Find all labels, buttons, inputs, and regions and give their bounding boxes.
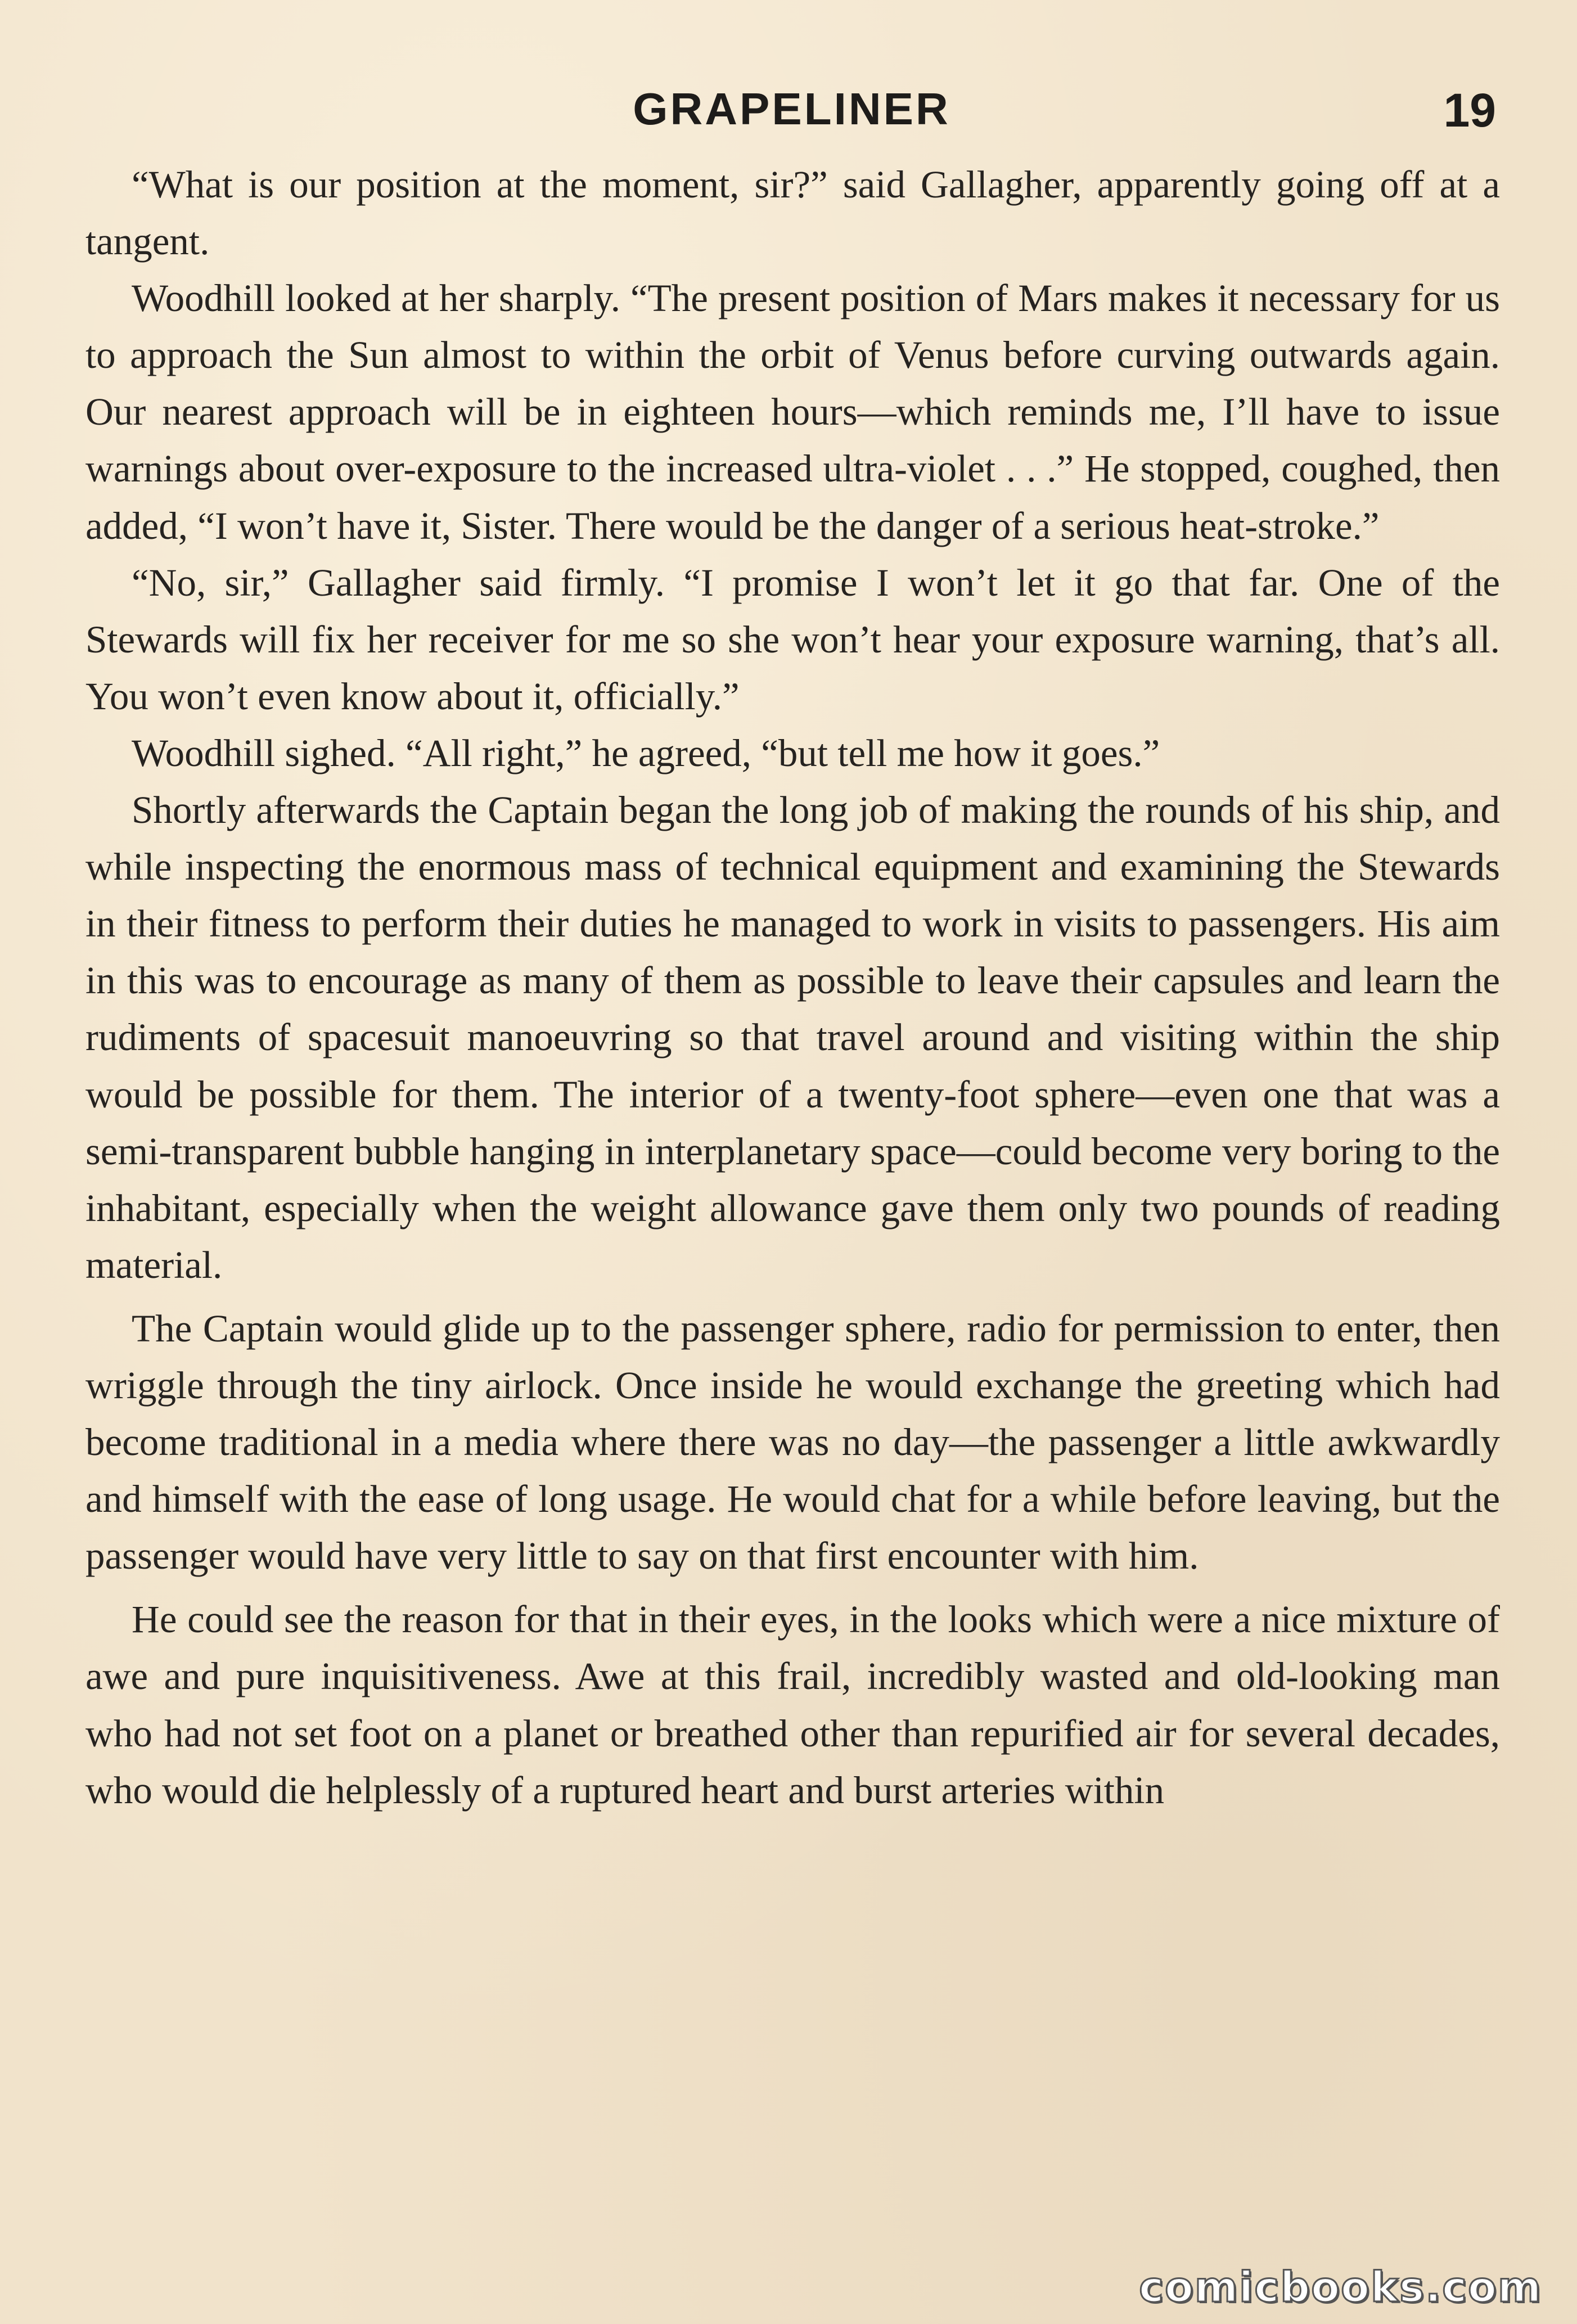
page-header — [87, 83, 1496, 145]
paragraph: Shortly afterwards the Captain began the long job of making the rounds of his ship, and while inspecting the enormous mass of technical equipment and examining the Stewards in their fitness to perform their duties he managed to work in visits to passengers. His aim in this was to encourage as many of them as possible to leave their capsules and learn the rudiments of spacesuit manoeuvring so that travel around and visiting within the ship would be possible for them. The interior of a twenty-foot sphere—even one that was a semi-transparent bubble hanging in interplanetary space—could become very boring to the inhabitant, especially when the weight allowance gave them only two pounds of reading material. — [85, 789, 1500, 1286]
paragraph: “No, sir,” Gallagher said firmly. “I promise I won’t let it go that far. One of the Stewards will fix her receiver for me so she won’t hear your exposure warning, that’s all. You won’t even know about it, officially.” — [85, 561, 1500, 718]
watermark: comicbooks.com — [1139, 2263, 1542, 2312]
paragraph: Woodhill looked at her sharply. “The present position of Mars makes it necessary for us to approach the Sun almost to within the orbit of Venus before curving outwards again. Our nearest approach will be in eighteen hours—which reminds me, I’ll have to issue warnings about over-exposure to the increased ultra-violet . . .” He stopped, coughed, then added, “I won’t have it, Sister. There would be the danger of a serious heat-stroke.” — [85, 277, 1500, 547]
paragraph: The Captain would glide up to the passenger sphere, radio for permission to enter, then wriggle through the tiny airlock. Once inside he would exchange the greeting which had become traditional in a media where there was no day—the passenger a little awkwardly and himself with the ease of long usage. He would chat for a while before leaving, but the passenger would have very little to say on that first encounter with him. — [85, 1307, 1500, 1578]
page-number: 19 — [1443, 84, 1496, 137]
paragraph: Woodhill sighed. “All right,” he agreed, “but tell me how it goes.” — [132, 731, 1160, 774]
running-title: GRAPELINER — [633, 84, 950, 134]
body-text — [85, 156, 1500, 1819]
paragraph: He could see the reason for that in their eyes, in the looks which were a nice mixture of awe and pure inquisitiveness. Awe at this frail, incredibly wasted and old-looking man who had not set foot on a planet or breathed other than repurified air for several decades, who would die helplessly of a ruptured heart and burst arteries within — [85, 1598, 1500, 1812]
paragraph: “What is our position at the moment, sir?” said Gallagher, apparently going off at a tangent. — [85, 163, 1500, 263]
